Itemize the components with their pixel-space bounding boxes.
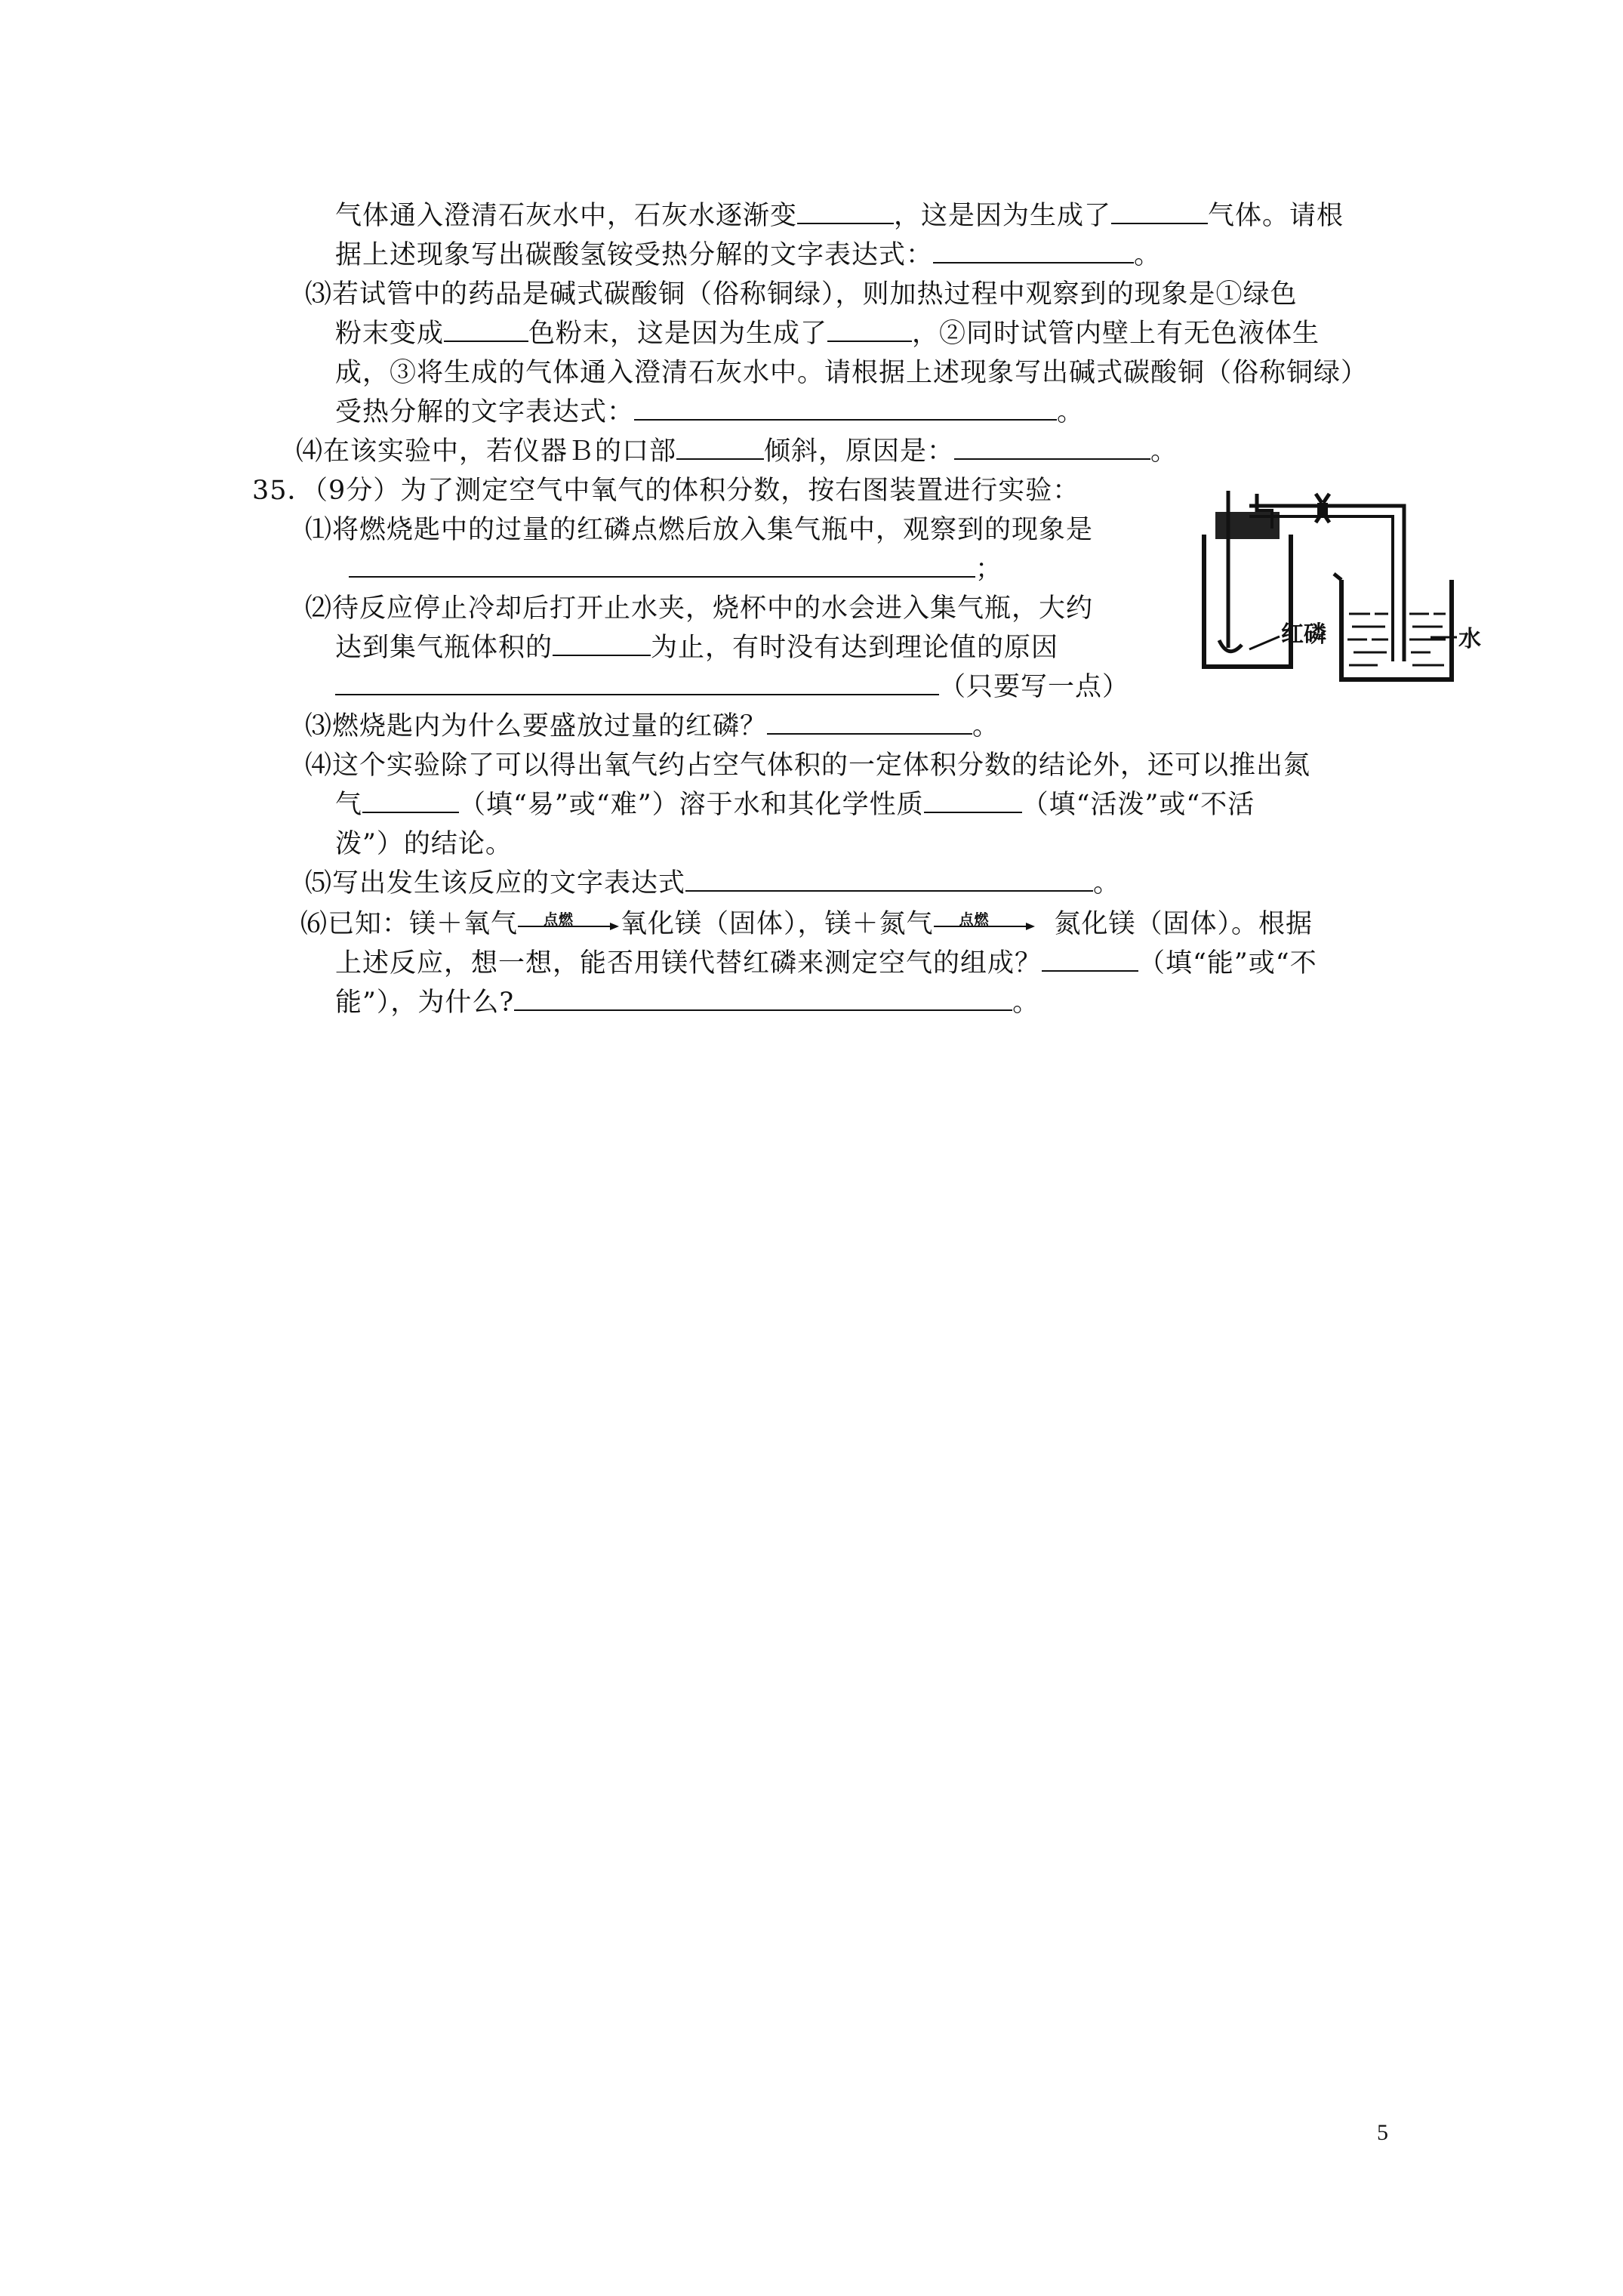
answer-blank[interactable] [349, 552, 975, 578]
answer-blank[interactable] [827, 316, 912, 342]
q35-part4-line-1: ⑷这个实验除了可以得出氧气约占空气体积的一定体积分数的结论外，还可以推出氮 [305, 750, 1311, 781]
arrow-icon [934, 921, 1036, 932]
answer-blank[interactable] [933, 238, 1134, 264]
answer-blank[interactable] [767, 709, 972, 735]
page-number: 5 [1377, 2120, 1388, 2145]
q35-part6-line-2: 上述反应，想一想，能否用镁代替红磷来测定空气的组成？ （填“能”或“不 [335, 945, 1317, 982]
q34-line-1: 气体通入澄清石灰水中，石灰水逐渐变 ，这是因为生成了 气体。请根 [335, 198, 1344, 234]
answer-blank[interactable] [634, 395, 1057, 421]
answer-blank[interactable] [553, 630, 651, 656]
q35-part3: ⑶燃烧匙内为什么要盛放过量的红磷？ 。 [305, 708, 999, 744]
q35-part1-line-1: ⑴将燃烧匙中的过量的红磷点燃后放入集气瓶中，观察到的现象是 [305, 515, 1094, 545]
q35-part2-line-3: （只要写一点） [335, 669, 1129, 705]
q34-line-2: 据上述现象写出碳酸氢铵受热分解的文字表达式： 。 [335, 237, 1161, 273]
arrow-icon [518, 921, 621, 932]
reaction-arrow: 点燃 [518, 911, 621, 941]
label-water: 水 [1458, 626, 1481, 652]
gas-collecting-bottle [1204, 535, 1291, 667]
q35-heading: 35．（9分）为了测定空气中氧气的体积分数，按右图装置进行实验： [252, 476, 1080, 506]
q34-part3-line-1: ⑶若试管中的药品是碱式碳酸铜（俗称铜绿），则加热过程中观察到的现象是①绿色 [305, 279, 1298, 310]
answer-blank[interactable] [1111, 199, 1208, 224]
q35-part6-line-3: 能”），为什么? 。 [335, 985, 1039, 1021]
q35-part2-line-2: 达到集气瓶体积的 为止，有时没有达到理论值的原因 [335, 630, 1058, 666]
answer-blank[interactable] [444, 316, 528, 342]
q35-part2-line-1: ⑵待反应停止冷却后打开止水夹，烧杯中的水会进入集气瓶，大约 [305, 593, 1094, 624]
combustion-spoon [1219, 640, 1242, 652]
answer-blank[interactable] [797, 199, 894, 224]
answer-blank[interactable] [1042, 946, 1138, 972]
q34-part4: ⑷在该实验中，若仪器Ｂ的口部 倾斜，原因是： 。 [296, 433, 1178, 470]
answer-blank[interactable] [924, 787, 1022, 813]
q34-part3-line-4: 受热分解的文字表达式： 。 [335, 394, 1084, 430]
q35-part4-line-2: 气 （填“易”或“难”）溶于水和其化学性质 （填“活泼”或“不活 [335, 787, 1255, 823]
q34-part3-line-2: 粉末变成 色粉末，这是因为生成了 ，②同时试管内壁上有无色液体生 [335, 316, 1320, 352]
apparatus-figure [1174, 489, 1483, 686]
reaction-arrow: 点燃 [934, 911, 1036, 941]
answer-blank[interactable] [362, 787, 459, 813]
q35-part1-line-2: ； [349, 551, 1002, 587]
q35-part5: ⑸写出发生该反应的文字表达式 。 [305, 865, 1120, 901]
answer-blank[interactable] [676, 434, 764, 460]
q35-part6-line-1: ⑹已知：镁＋氧气 点燃 氧化镁（固体），镁＋氮气 点燃 氮化镁（固体）。根据 [300, 909, 1313, 939]
label-red-phosphorus: 红磷 [1281, 621, 1326, 648]
answer-blank[interactable] [514, 985, 1012, 1011]
q34-part3-line-3: 成，③将生成的气体通入澄清石灰水中。请根据上述现象写出碱式碳酸铜（俗称铜绿） [335, 358, 1369, 388]
water [1347, 614, 1446, 665]
answer-blank[interactable] [954, 434, 1150, 460]
q35-part4-line-3: 泼”）的结论。 [335, 829, 513, 859]
answer-blank[interactable] [335, 670, 939, 695]
answer-blank[interactable] [685, 866, 1093, 892]
